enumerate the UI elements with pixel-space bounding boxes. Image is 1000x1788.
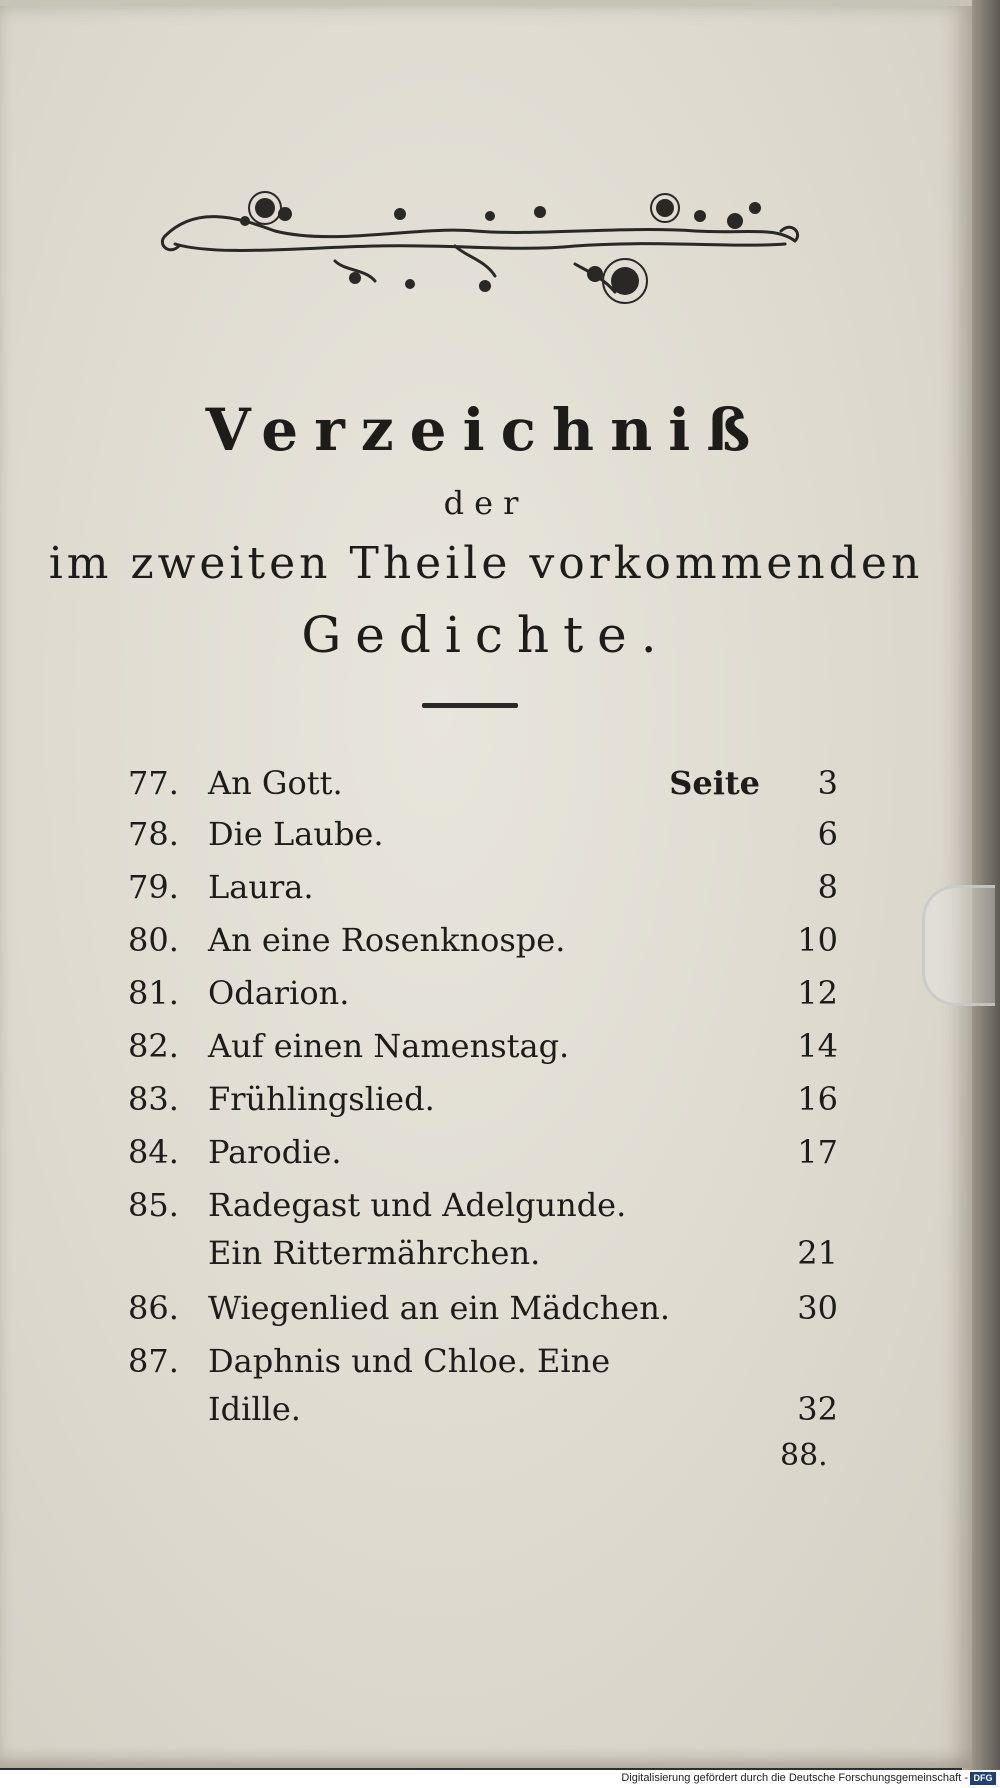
toc-entry — [128, 764, 838, 802]
toc-page: 16 — [797, 1080, 838, 1118]
toc-entry-continuation — [128, 1234, 838, 1272]
toc-entry — [128, 974, 838, 1012]
heading-subtitle: im zweiten Theile vorkommenden — [48, 538, 924, 589]
toc-page: 32 — [797, 1390, 838, 1428]
heading-der: der — [443, 484, 529, 522]
footer-credit: Digitalisierung gefördert durch die Deutsche Forschungsgemeinschaft - — [621, 1772, 968, 1784]
ornament-vignette — [155, 186, 805, 316]
toc-title: Die Laube. — [208, 815, 384, 853]
divider-rule — [422, 703, 518, 708]
dfg-logo-icon: DFG — [970, 1772, 996, 1785]
toc-title: Auf einen Namenstag. — [208, 1027, 570, 1065]
toc-page: 6 — [817, 815, 838, 853]
toc-page: 3 — [817, 764, 838, 802]
seite-label: Seite — [669, 764, 760, 802]
toc-entry — [128, 1186, 838, 1224]
toc-title-continuation: Idille. — [208, 1390, 301, 1428]
toc-number: 82. — [128, 1027, 179, 1065]
toc-entry — [128, 921, 838, 959]
toc-title: Odarion. — [208, 974, 350, 1012]
toc-page: 10 — [797, 921, 838, 959]
bookmark-clip — [922, 885, 995, 1006]
toc-entry — [128, 1342, 838, 1380]
toc-number: 79. — [128, 868, 179, 906]
toc-number: 81. — [128, 974, 179, 1012]
toc-title: Daphnis und Chloe. Eine — [208, 1342, 611, 1380]
toc-entry — [128, 1289, 838, 1327]
toc-page: 17 — [797, 1133, 838, 1171]
toc-number: 77. — [128, 764, 179, 802]
toc-page: 8 — [817, 868, 838, 906]
toc-title-continuation: Ein Rittermährchen. — [208, 1234, 541, 1272]
toc-entry — [128, 1027, 838, 1065]
toc-number: 84. — [128, 1133, 179, 1171]
toc-number: 86. — [128, 1289, 179, 1327]
toc-page: 30 — [797, 1289, 838, 1327]
catchword: 88. — [780, 1438, 828, 1473]
toc-page: 21 — [797, 1234, 838, 1272]
toc-title: Parodie. — [208, 1133, 342, 1171]
toc-entry-continuation — [128, 1390, 838, 1428]
heading-verzeichniss: Verzeichniß — [205, 396, 767, 464]
toc-title: An eine Rosenknospe. — [208, 921, 566, 959]
toc-entry — [128, 815, 838, 853]
toc-title: Radegast und Adelgunde. — [208, 1186, 627, 1224]
toc-title: An Gott. — [208, 764, 343, 802]
toc-number: 85. — [128, 1186, 179, 1224]
toc-number: 83. — [128, 1080, 179, 1118]
toc-title: Wiegenlied an ein Mädchen. — [208, 1289, 670, 1327]
toc-title: Frühlingslied. — [208, 1080, 435, 1118]
toc-entry — [128, 1133, 838, 1171]
toc-title: Laura. — [208, 868, 314, 906]
toc-entry — [128, 868, 838, 906]
toc-number: 78. — [128, 815, 179, 853]
digitization-footer — [0, 1770, 1000, 1788]
toc-entry — [128, 1080, 838, 1118]
toc-number: 87. — [128, 1342, 179, 1380]
heading-gedichte: Gedichte. — [301, 606, 671, 664]
toc-number: 80. — [128, 921, 179, 959]
toc-page: 14 — [797, 1027, 838, 1065]
toc-page: 12 — [797, 974, 838, 1012]
